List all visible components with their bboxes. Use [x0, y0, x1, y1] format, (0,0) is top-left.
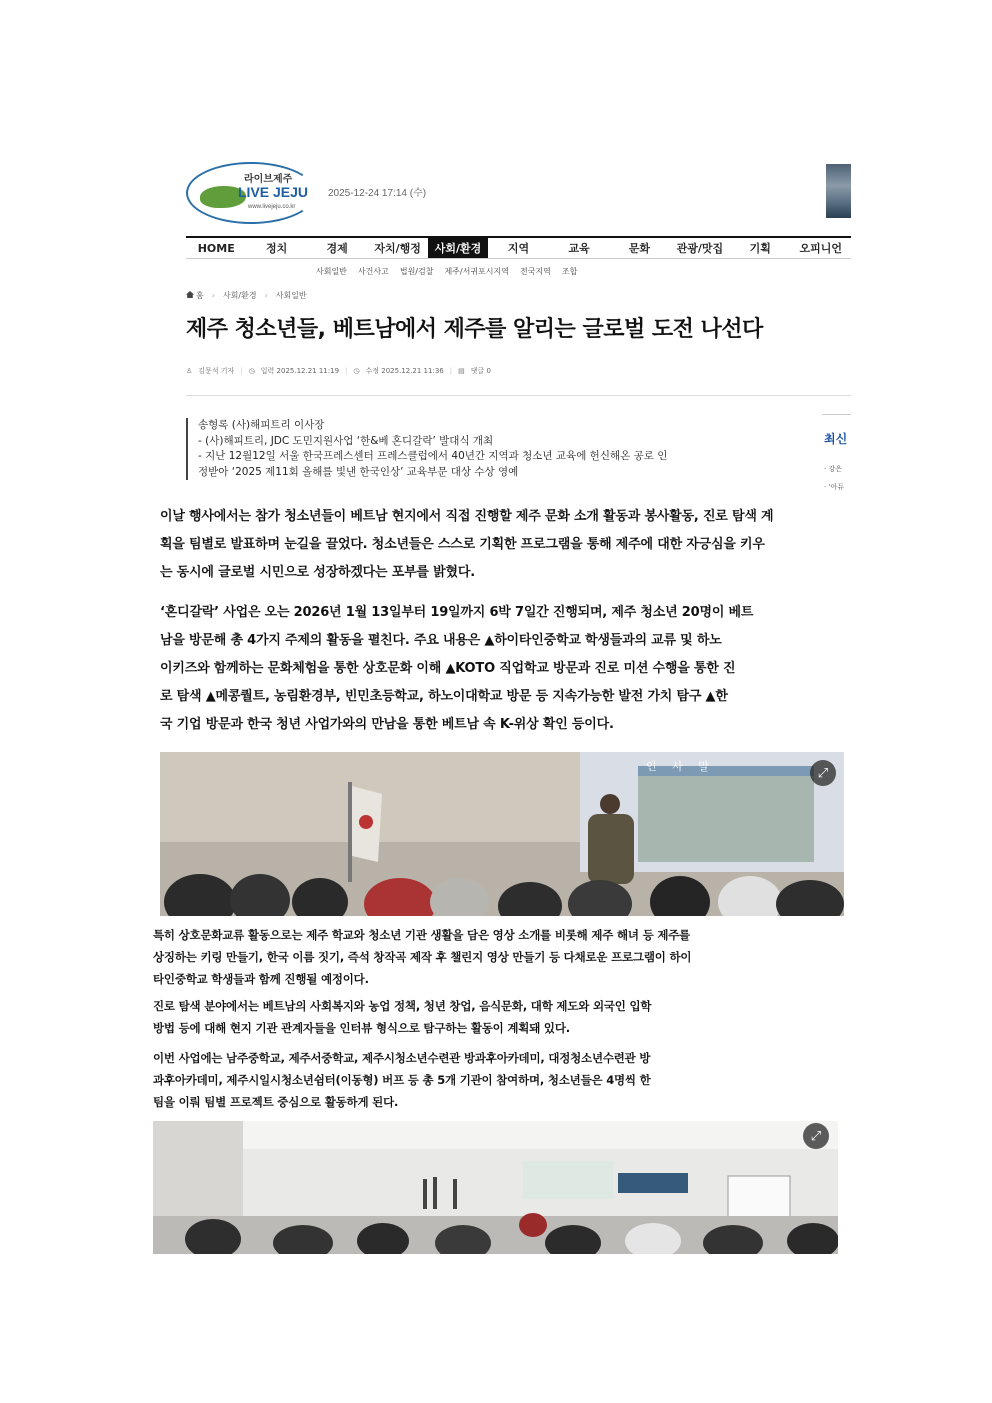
- sidebar-latest-title[interactable]: 최신: [824, 432, 848, 446]
- summary-line: 정받아 ‘2025 제11회 올해를 빛낸 한국인상’ 교육부문 대상 수상 영예: [198, 465, 519, 478]
- summary-line: 송형록 (사)해피트리 이사장: [198, 419, 325, 431]
- article-photo-presentation[interactable]: [153, 1121, 838, 1254]
- nav-item-tourism[interactable]: 관광/맛집: [676, 242, 724, 255]
- chevron-right-icon: ›: [264, 291, 268, 300]
- summary-line: - 지난 12월12일 서울 한국프레스센터 프레스클럽에서 40년간 지역과 청소년 교육에 헌신해온 공로 인: [198, 450, 668, 462]
- article-author[interactable]: 김문석 기자: [198, 367, 235, 375]
- speech-photo-illustration: [160, 752, 844, 916]
- breadcrumb: [186, 290, 307, 301]
- sidebar-divider: [822, 414, 851, 415]
- nav-item-culture[interactable]: 문화: [628, 242, 651, 255]
- site-logo[interactable]: [186, 162, 316, 224]
- text-line: 이번 사업에는 남주중학교, 제주서중학교, 제주시청소년수련관 방과후아카데미, 대정청소년수련관 방: [153, 1051, 651, 1065]
- text-line: 방법 등에 대해 현지 기관 관계자들을 인터뷰 형식으로 탐구하는 활동이 계획돼 있다.: [153, 1021, 570, 1035]
- article-meta: [186, 366, 491, 376]
- nav-item-opinion[interactable]: 오피니언: [799, 242, 843, 255]
- subnav-item-general[interactable]: 사회일반: [316, 267, 347, 276]
- text-line: 획을 팀별로 발표하며 눈길을 끌었다. 청소년들은 스스로 기획한 프로그램을 통해 제주에 대한 자긍심을 키우: [160, 537, 765, 552]
- article-paragraph: [153, 924, 691, 990]
- ad-banner[interactable]: [826, 164, 851, 218]
- breadcrumb-section[interactable]: 사회/환경: [222, 291, 257, 300]
- nav-item-education[interactable]: 교육: [568, 242, 590, 255]
- title-divider: [186, 395, 851, 396]
- slide-title: 인 사 말: [646, 760, 715, 773]
- text-line: 이날 행사에서는 참가 청소년들이 베트남 현지에서 직접 진행할 제주 문화 소개 활동과 봉사활동, 진로 탐색 계: [160, 509, 774, 524]
- home-icon: [186, 291, 194, 298]
- subnav-item-union[interactable]: 조합: [561, 267, 578, 276]
- subnav-item-national[interactable]: 전국지역: [519, 267, 551, 276]
- text-line: 팀을 이뤄 팀별 프로젝트 중심으로 활동하게 된다.: [153, 1095, 399, 1109]
- logo-korean: 라이브제주: [244, 174, 293, 185]
- text-line: 과후아카데미, 제주시일시청소년쉼터(이동형) 버프 등 총 5개 기관이 참여하며, 청소년들은 4명씩 한: [153, 1073, 651, 1087]
- text-line: 이키즈와 함께하는 문화체험을 통한 상호문화 이해 ▲KOTO 직업학교 방문과 진로 미션 수행을 통한 진: [160, 661, 736, 676]
- main-nav: [186, 236, 851, 259]
- text-line: 상징하는 키링 만들기, 한국 이름 짓기, 즉석 창작곡 제작 후 챌린지 영상 만들기 등 다채로운 프로그램이 하이: [153, 950, 692, 964]
- article-comments[interactable]: 댓글 0: [470, 367, 491, 375]
- meta-divider: |: [345, 367, 348, 375]
- article-paragraph: [160, 503, 773, 587]
- text-line: 특히 상호문화교류 활동으로는 제주 학교와 청소년 기관 생활을 담은 영상 소개를 비롯해 제주 해녀 등 제주를: [153, 928, 691, 942]
- logo-english: LIVE JEJU: [238, 184, 309, 200]
- subnav-item-jeju-region[interactable]: 제주/서귀포시지역: [444, 267, 509, 276]
- text-line: 로 탐색 ▲메콩퀄트, 농림환경부, 빈민초등학교, 하노이대학교 방문 등 지속가능한 발전 가치 탐구 ▲한: [160, 689, 728, 704]
- article-paragraph: [153, 1047, 651, 1113]
- meta-divider: |: [449, 367, 453, 375]
- article-modified: 수정 2025.12.21 11:36: [365, 367, 444, 375]
- nav-item-administration[interactable]: 자치/행정: [374, 242, 421, 255]
- sidebar-item[interactable]: · ‘아듀: [824, 483, 845, 491]
- breadcrumb-subsection[interactable]: 사회일반: [275, 291, 307, 300]
- clock-icon: ◷: [353, 367, 360, 375]
- chevron-right-icon: ›: [211, 291, 215, 300]
- text-line: 는 동시에 글로벌 시민으로 성장하겠다는 포부를 밝혔다.: [160, 565, 475, 580]
- article-title: 제주 청소년들, 베트남에서 제주를 알리는 글로벌 도전 나선다: [186, 317, 763, 342]
- expand-icon[interactable]: ⤢: [803, 1123, 829, 1149]
- presentation-photo-illustration: [153, 1121, 838, 1254]
- subnav-item-incidents[interactable]: 사건사고: [357, 267, 389, 276]
- sidebar-item[interactable]: · 강은: [824, 465, 842, 473]
- text-line: ‘혼디갈락’ 사업은 오는 2026년 1월 13일부터 19일까지 6박 7일간 진행되며, 제주 청소년 20명이 베트: [160, 605, 754, 620]
- nav-item-feature[interactable]: 기획: [749, 242, 771, 255]
- nav-item-society[interactable]: 사회/환경: [428, 238, 488, 258]
- header-date: 2025-12-24 17:14 (수): [328, 188, 427, 199]
- nav-item-politics[interactable]: 정치: [266, 242, 288, 255]
- article-paragraph: [153, 995, 651, 1039]
- summary-line: - (사)해피트리, JDC 도민지원사업 ‘한&베 혼디갈락’ 발대식 개최: [198, 434, 494, 447]
- meta-divider: |: [240, 367, 243, 375]
- text-line: 남을 방문해 총 4가지 주제의 활동을 펼친다. 주요 내용은 ▲하이타인중학교 학생들과의 교류 및 하노: [160, 633, 722, 648]
- article-paragraph: [160, 599, 753, 739]
- nav-item-home[interactable]: HOME: [197, 241, 235, 255]
- nav-item-region[interactable]: 지역: [507, 242, 530, 255]
- article-summary: [186, 418, 786, 480]
- logo-url: www.livejeju.co.kr: [248, 204, 296, 210]
- expand-icon[interactable]: ⤢: [810, 760, 836, 786]
- clock-icon: ◷: [248, 367, 255, 375]
- article-photo-speech[interactable]: [160, 752, 844, 916]
- breadcrumb-home[interactable]: [186, 290, 204, 301]
- text-line: 국 기업 방문과 한국 청년 사업가와의 만남을 통한 베트남 속 K-위상 확인 등이다.: [160, 717, 614, 732]
- text-line: 타인중학교 학생들과 함께 진행될 예정이다.: [153, 972, 369, 986]
- subnav-item-court[interactable]: 법원/검찰: [399, 267, 434, 276]
- text-line: 진로 탐색 분야에서는 베트남의 사회복지와 농업 정책, 청년 창업, 음식문화, 대학 제도와 외국인 입학: [153, 999, 652, 1013]
- user-icon: ♙: [186, 367, 193, 375]
- article-published: 입력 2025.12.21 11:19: [260, 367, 340, 375]
- breadcrumb-home-label: 홈: [196, 291, 204, 300]
- comment-icon: ▤: [458, 367, 465, 375]
- sub-nav: [316, 266, 577, 277]
- nav-item-economy[interactable]: 경제: [326, 242, 348, 255]
